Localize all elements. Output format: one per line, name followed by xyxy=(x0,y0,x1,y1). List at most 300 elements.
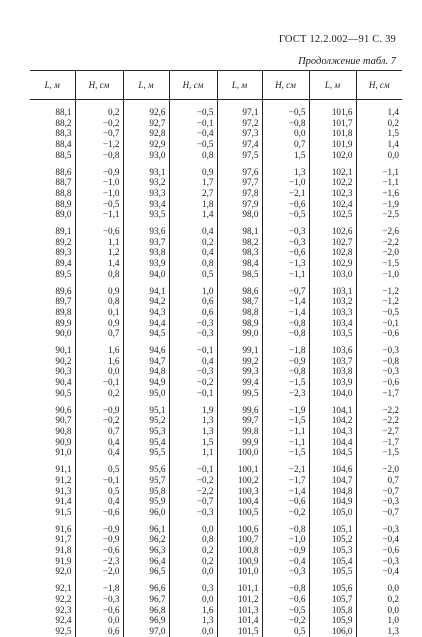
table-row xyxy=(30,269,402,280)
table-row xyxy=(30,615,402,626)
cell-height: −1,6 xyxy=(356,188,402,199)
cell-length: 90,3 xyxy=(55,366,72,377)
cell-height: −1,1 xyxy=(262,437,309,448)
cell-height: 1,3 xyxy=(169,415,217,426)
cell-height: −2,2 xyxy=(356,415,402,426)
cell-length: 95,6 xyxy=(123,464,169,475)
cell-length: 102,4 xyxy=(309,199,356,210)
table-row xyxy=(30,150,402,161)
cell-length: 91,7 xyxy=(55,534,72,545)
cell-height: −1,0 xyxy=(262,177,309,188)
cell-height: −0,6 xyxy=(75,507,123,518)
cell-length: 104,0 xyxy=(309,388,356,399)
cell-length: 94,6 xyxy=(123,345,169,356)
cell-height: −0,7 xyxy=(356,507,402,518)
cell-height: −1,4 xyxy=(262,486,309,497)
cell-height: 1,3 xyxy=(169,426,217,437)
cell-length: 99,7 xyxy=(217,415,262,426)
cell-length: 93,0 xyxy=(123,150,169,161)
cell-height: −1,5 xyxy=(356,447,402,458)
cell-length: 88,3 xyxy=(55,128,72,139)
cell-length: 91,5 xyxy=(55,506,72,517)
cell-height: −1,4 xyxy=(262,307,309,318)
cell-height: −2,0 xyxy=(356,464,402,475)
table-row xyxy=(30,405,402,416)
cell-length: 104,4 xyxy=(309,437,356,448)
cell-length: 104,2 xyxy=(309,415,356,426)
cell-height: −1,7 xyxy=(356,388,402,399)
table-row xyxy=(30,199,402,210)
cell-length: 91,1 xyxy=(55,464,72,475)
cell-length: 91,9 xyxy=(55,555,72,566)
cell-length: 98,6 xyxy=(217,286,262,297)
cell-length: 105,9 xyxy=(309,615,356,626)
cell-length: 95,2 xyxy=(123,415,169,426)
cell-length: 101,3 xyxy=(217,605,262,616)
cell-height: −2,2 xyxy=(169,486,217,497)
cell-height: −0,3 xyxy=(169,366,217,377)
cell-height: −0,8 xyxy=(262,366,309,377)
cell-length: 99,0 xyxy=(217,328,262,339)
cell-height: −1,0 xyxy=(75,188,123,199)
cell-height: −0,9 xyxy=(262,545,309,556)
cell-height: −0,9 xyxy=(262,356,309,367)
cell-length: 89,2 xyxy=(55,236,72,247)
cell-length: 98,1 xyxy=(217,226,262,237)
table-row xyxy=(30,286,402,297)
cell-length: 98,5 xyxy=(217,269,262,280)
header-row xyxy=(30,71,402,100)
cell-length: 100,8 xyxy=(217,545,262,556)
cell-height: −0,6 xyxy=(356,328,402,339)
cell-length: 99,2 xyxy=(217,356,262,367)
cell-height: −0,3 xyxy=(262,226,309,237)
cell-length: 104,1 xyxy=(309,405,356,416)
cell-length: 96,3 xyxy=(123,545,169,556)
cell-length: 105,1 xyxy=(309,524,356,535)
table-caption: Продолжение табл. 7 xyxy=(298,56,396,67)
cell-length: 88,1 xyxy=(55,107,72,117)
page-header: ГОСТ 12.2.002—91 С. 39 xyxy=(278,34,396,45)
cell-height: 0,1 xyxy=(75,307,123,318)
cell-length: 97,8 xyxy=(217,188,262,199)
cell-length: 93,6 xyxy=(123,226,169,237)
cell-height: −0,5 xyxy=(262,605,309,616)
cell-height: 0,2 xyxy=(169,556,217,567)
cell-height: 0,8 xyxy=(75,296,123,307)
cell-length: 96,5 xyxy=(123,566,169,577)
cell-height: 0,9 xyxy=(169,167,217,178)
table-row xyxy=(30,296,402,307)
cell-length: 99,3 xyxy=(217,366,262,377)
spacer-cell xyxy=(356,100,402,108)
cell-height: 0,8 xyxy=(169,534,217,545)
cell-height: −1,4 xyxy=(262,296,309,307)
cell-length: 95,4 xyxy=(123,437,169,448)
col-header-h: H, см xyxy=(75,71,123,100)
cell-length: 89,6 xyxy=(55,285,72,296)
cell-height: 1,5 xyxy=(356,128,402,139)
cell-length: 91,2 xyxy=(55,474,72,485)
cell-length: 88,2 xyxy=(55,117,72,128)
cell-height: −0,2 xyxy=(75,415,123,426)
cell-height: 1,6 xyxy=(169,605,217,616)
cell-length: 97,2 xyxy=(217,118,262,129)
spacer-cell xyxy=(309,100,356,108)
cell-height: −0,4 xyxy=(356,534,402,545)
table-row xyxy=(30,566,402,577)
cell-height: 0,2 xyxy=(356,118,402,129)
cell-length: 95,5 xyxy=(123,447,169,458)
spacer-cell xyxy=(75,100,123,108)
cell-height: −1,1 xyxy=(262,269,309,280)
table-row xyxy=(30,594,402,605)
table-row xyxy=(30,188,402,199)
cell-length: 91,0 xyxy=(55,447,72,458)
cell-length: 103,8 xyxy=(309,366,356,377)
table-row xyxy=(30,545,402,556)
cell-height: −1,1 xyxy=(356,167,402,178)
cell-height: −1,0 xyxy=(75,177,123,188)
table-row xyxy=(30,464,402,475)
cell-height: −1,1 xyxy=(75,209,123,220)
cell-height: −1,2 xyxy=(75,139,123,150)
cell-length: 90,0 xyxy=(55,328,72,339)
cell-height: −0,9 xyxy=(75,534,123,545)
table-row xyxy=(30,447,402,458)
cell-height: −0,5 xyxy=(75,199,123,210)
cell-height: 0,8 xyxy=(169,258,217,269)
cell-height: −0,8 xyxy=(262,583,309,594)
cell-length: 97,3 xyxy=(217,128,262,139)
cell-height: −0,6 xyxy=(75,545,123,556)
cell-height: −2,3 xyxy=(75,556,123,567)
cell-height: 1,0 xyxy=(356,615,402,626)
cell-height: 0,2 xyxy=(169,545,217,556)
cell-height: 0,3 xyxy=(169,583,217,594)
cell-length: 97,5 xyxy=(217,150,262,161)
cell-height: −1,9 xyxy=(356,199,402,210)
cell-length: 92,6 xyxy=(123,107,169,118)
cell-height: −1,1 xyxy=(262,426,309,437)
table-row xyxy=(30,247,402,258)
cell-length: 98,8 xyxy=(217,307,262,318)
table-row xyxy=(30,388,402,399)
cell-length: 98,7 xyxy=(217,296,262,307)
cell-length: 101,6 xyxy=(309,107,356,118)
table-row xyxy=(30,328,402,339)
cell-length: 91,6 xyxy=(55,523,72,534)
col-header-l: L, м xyxy=(123,71,169,100)
cell-length: 90,8 xyxy=(55,425,72,436)
cell-height: 0,0 xyxy=(169,626,217,637)
cell-length: 104,5 xyxy=(309,447,356,458)
cell-height: −0,3 xyxy=(169,318,217,329)
cell-height: 1,6 xyxy=(75,356,123,367)
cell-length: 90,7 xyxy=(55,415,72,426)
cell-height: 0,5 xyxy=(169,269,217,280)
cell-height: −0,8 xyxy=(262,118,309,129)
cell-height: −2,5 xyxy=(356,209,402,220)
cell-height: 1,2 xyxy=(75,247,123,258)
cell-length: 97,6 xyxy=(217,167,262,178)
cell-length: 93,5 xyxy=(123,209,169,220)
cell-height: 0,2 xyxy=(356,594,402,605)
cell-length: 94,1 xyxy=(123,286,169,297)
cell-length: 92,4 xyxy=(55,615,72,626)
cell-length: 96,0 xyxy=(123,507,169,518)
cell-length: 100,9 xyxy=(217,556,262,567)
table-row xyxy=(30,507,402,518)
cell-length: 94,4 xyxy=(123,318,169,329)
cell-height: −0,5 xyxy=(262,209,309,220)
cell-length: 101,5 xyxy=(217,626,262,637)
cell-height: −2,0 xyxy=(356,247,402,258)
cell-length: 90,6 xyxy=(55,404,72,415)
cell-height: 1,4 xyxy=(356,107,402,118)
cell-height: −0,1 xyxy=(75,475,123,486)
col-header-l: L, м xyxy=(30,71,75,100)
cell-length: 99,5 xyxy=(217,388,262,399)
cell-length: 93,9 xyxy=(123,258,169,269)
cell-height: −0,9 xyxy=(75,405,123,416)
cell-height: −0,3 xyxy=(356,524,402,535)
table-row xyxy=(30,496,402,507)
cell-length: 89,8 xyxy=(55,306,72,317)
table-body xyxy=(30,100,402,637)
cell-height: −0,5 xyxy=(169,139,217,150)
cell-height: 1,9 xyxy=(169,405,217,416)
cell-height: 0,5 xyxy=(262,626,309,637)
cell-length: 101,9 xyxy=(309,139,356,150)
cell-height: −0,7 xyxy=(169,496,217,507)
cell-height: −0,6 xyxy=(356,377,402,388)
cell-height: −0,4 xyxy=(262,556,309,567)
cell-length: 92,8 xyxy=(123,128,169,139)
cell-length: 94,2 xyxy=(123,296,169,307)
cell-length: 104,9 xyxy=(309,496,356,507)
cell-height: −0,1 xyxy=(356,318,402,329)
cell-length: 101,8 xyxy=(309,128,356,139)
cell-height: 1,4 xyxy=(356,139,402,150)
cell-length: 103,4 xyxy=(309,318,356,329)
cell-height: −2,7 xyxy=(356,426,402,437)
cell-length: 100,7 xyxy=(217,534,262,545)
cell-length: 99,4 xyxy=(217,377,262,388)
table-row xyxy=(30,366,402,377)
cell-height: −2,2 xyxy=(356,405,402,416)
cell-length: 97,7 xyxy=(217,177,262,188)
cell-height: −2,0 xyxy=(75,566,123,577)
cell-height: 0,7 xyxy=(262,139,309,150)
cell-height: 0,4 xyxy=(75,447,123,458)
cell-height: 1,7 xyxy=(169,177,217,188)
cell-height: −0,8 xyxy=(356,356,402,367)
cell-height: −1,5 xyxy=(262,415,309,426)
cell-length: 93,1 xyxy=(123,167,169,178)
cell-height: −0,6 xyxy=(262,594,309,605)
cell-length: 98,2 xyxy=(217,237,262,248)
cell-length: 97,9 xyxy=(217,199,262,210)
cell-length: 104,3 xyxy=(309,426,356,437)
cell-length: 99,8 xyxy=(217,426,262,437)
cell-length: 89,0 xyxy=(55,209,72,220)
cell-height: −0,3 xyxy=(356,496,402,507)
cell-length: 94,7 xyxy=(123,356,169,367)
cell-height: 2,7 xyxy=(169,188,217,199)
cell-height: −2,2 xyxy=(356,237,402,248)
table-row xyxy=(30,307,402,318)
table-row xyxy=(30,486,402,497)
cell-height: 1,0 xyxy=(169,286,217,297)
cell-height: 0,0 xyxy=(356,583,402,594)
cell-height: −1,2 xyxy=(356,286,402,297)
cell-height: 0,5 xyxy=(75,464,123,475)
cell-length: 92,7 xyxy=(123,118,169,129)
cell-height: −0,2 xyxy=(169,475,217,486)
cell-length: 90,4 xyxy=(55,377,72,388)
col-header-l: L, м xyxy=(217,71,262,100)
cell-length: 94,5 xyxy=(123,328,169,339)
cell-length: 103,6 xyxy=(309,345,356,356)
spacer-row xyxy=(30,100,402,108)
cell-length: 92,2 xyxy=(55,593,72,604)
table-row xyxy=(30,167,402,178)
cell-height: −0,3 xyxy=(262,566,309,577)
cell-height: −0,3 xyxy=(169,507,217,518)
cell-length: 96,2 xyxy=(123,534,169,545)
cell-length: 105,5 xyxy=(309,566,356,577)
table-row xyxy=(30,209,402,220)
cell-height: −1,7 xyxy=(262,475,309,486)
cell-height: 0,0 xyxy=(262,128,309,139)
cell-height: −0,1 xyxy=(75,377,123,388)
cell-height: −1,8 xyxy=(262,345,309,356)
cell-length: 91,4 xyxy=(55,496,72,507)
cell-length: 97,1 xyxy=(217,107,262,118)
cell-height: −0,1 xyxy=(169,118,217,129)
cell-height: 0,9 xyxy=(75,318,123,329)
cell-height: 1,4 xyxy=(169,209,217,220)
cell-length: 101,0 xyxy=(217,566,262,577)
cell-length: 100,2 xyxy=(217,475,262,486)
cell-height: −1,2 xyxy=(356,296,402,307)
cell-length: 98,0 xyxy=(217,209,262,220)
cell-length: 105,7 xyxy=(309,594,356,605)
cell-height: 0,0 xyxy=(169,566,217,577)
cell-height: 1,1 xyxy=(169,447,217,458)
cell-length: 92,1 xyxy=(55,583,72,594)
table-row xyxy=(30,437,402,448)
cell-length: 89,4 xyxy=(55,258,72,269)
cell-height: 0,5 xyxy=(75,486,123,497)
cell-height: −0,3 xyxy=(75,594,123,605)
cell-length: 95,9 xyxy=(123,496,169,507)
cell-height: −0,7 xyxy=(75,128,123,139)
cell-height: 1,5 xyxy=(169,437,217,448)
cell-height: −2,1 xyxy=(262,188,309,199)
cell-height: −0,8 xyxy=(262,318,309,329)
cell-length: 96,6 xyxy=(123,583,169,594)
table-row xyxy=(30,177,402,188)
table-row xyxy=(30,524,402,535)
cell-length: 94,8 xyxy=(123,366,169,377)
cell-length: 93,4 xyxy=(123,199,169,210)
cell-height: −2,3 xyxy=(262,388,309,399)
cell-height: 0,0 xyxy=(169,524,217,535)
cell-length: 88,9 xyxy=(55,198,72,209)
cell-length: 102,0 xyxy=(309,150,356,161)
table-row xyxy=(30,356,402,367)
cell-height: 1,4 xyxy=(75,258,123,269)
cell-length: 105,2 xyxy=(309,534,356,545)
cell-length: 102,5 xyxy=(309,209,356,220)
cell-length: 90,5 xyxy=(55,387,72,398)
cell-height: 0,2 xyxy=(75,107,123,118)
cell-height: 0,0 xyxy=(356,605,402,616)
cell-height: 1,3 xyxy=(356,626,402,637)
cell-height: 0,6 xyxy=(169,307,217,318)
cell-length: 91,3 xyxy=(55,485,72,496)
cell-height: 0,0 xyxy=(75,615,123,626)
cell-height: −0,8 xyxy=(262,524,309,535)
cell-length: 100,0 xyxy=(217,447,262,458)
cell-length: 103,7 xyxy=(309,356,356,367)
cell-height: 0,7 xyxy=(356,475,402,486)
cell-height: −0,5 xyxy=(262,107,309,118)
table-row xyxy=(30,128,402,139)
table-row xyxy=(30,237,402,248)
cell-height: −0,7 xyxy=(262,286,309,297)
cell-length: 89,9 xyxy=(55,317,72,328)
table-row xyxy=(30,345,402,356)
cell-length: 89,3 xyxy=(55,247,72,258)
cell-length: 102,3 xyxy=(309,188,356,199)
cell-length: 102,8 xyxy=(309,247,356,258)
cell-height: 0,6 xyxy=(169,296,217,307)
spacer-cell xyxy=(217,100,262,108)
cell-length: 88,6 xyxy=(55,166,72,177)
spacer-cell xyxy=(30,100,75,108)
cell-length: 97,0 xyxy=(123,626,169,637)
cell-height: −0,4 xyxy=(169,128,217,139)
cell-height: −0,6 xyxy=(75,226,123,237)
cell-length: 98,3 xyxy=(217,247,262,258)
cell-height: −0,4 xyxy=(356,566,402,577)
cell-height: 0,4 xyxy=(169,247,217,258)
cell-length: 96,1 xyxy=(123,524,169,535)
cell-height: −1,0 xyxy=(262,534,309,545)
cell-height: 1,3 xyxy=(169,615,217,626)
col-header-h: H, см xyxy=(262,71,309,100)
cell-length: 103,5 xyxy=(309,328,356,339)
table-row xyxy=(30,583,402,594)
cell-length: 98,9 xyxy=(217,318,262,329)
cell-height: −0,6 xyxy=(262,496,309,507)
cell-height: −1,3 xyxy=(262,258,309,269)
cell-length: 106,0 xyxy=(309,626,356,637)
cell-length: 95,3 xyxy=(123,426,169,437)
cell-length: 105,6 xyxy=(309,583,356,594)
cell-length: 96,9 xyxy=(123,615,169,626)
table-row xyxy=(30,475,402,486)
cell-length: 88,5 xyxy=(55,149,72,160)
cell-height: −1,8 xyxy=(75,583,123,594)
cell-height: 0,2 xyxy=(169,237,217,248)
cell-height: −0,2 xyxy=(169,377,217,388)
cell-length: 100,3 xyxy=(217,486,262,497)
cell-height: −0,6 xyxy=(262,247,309,258)
